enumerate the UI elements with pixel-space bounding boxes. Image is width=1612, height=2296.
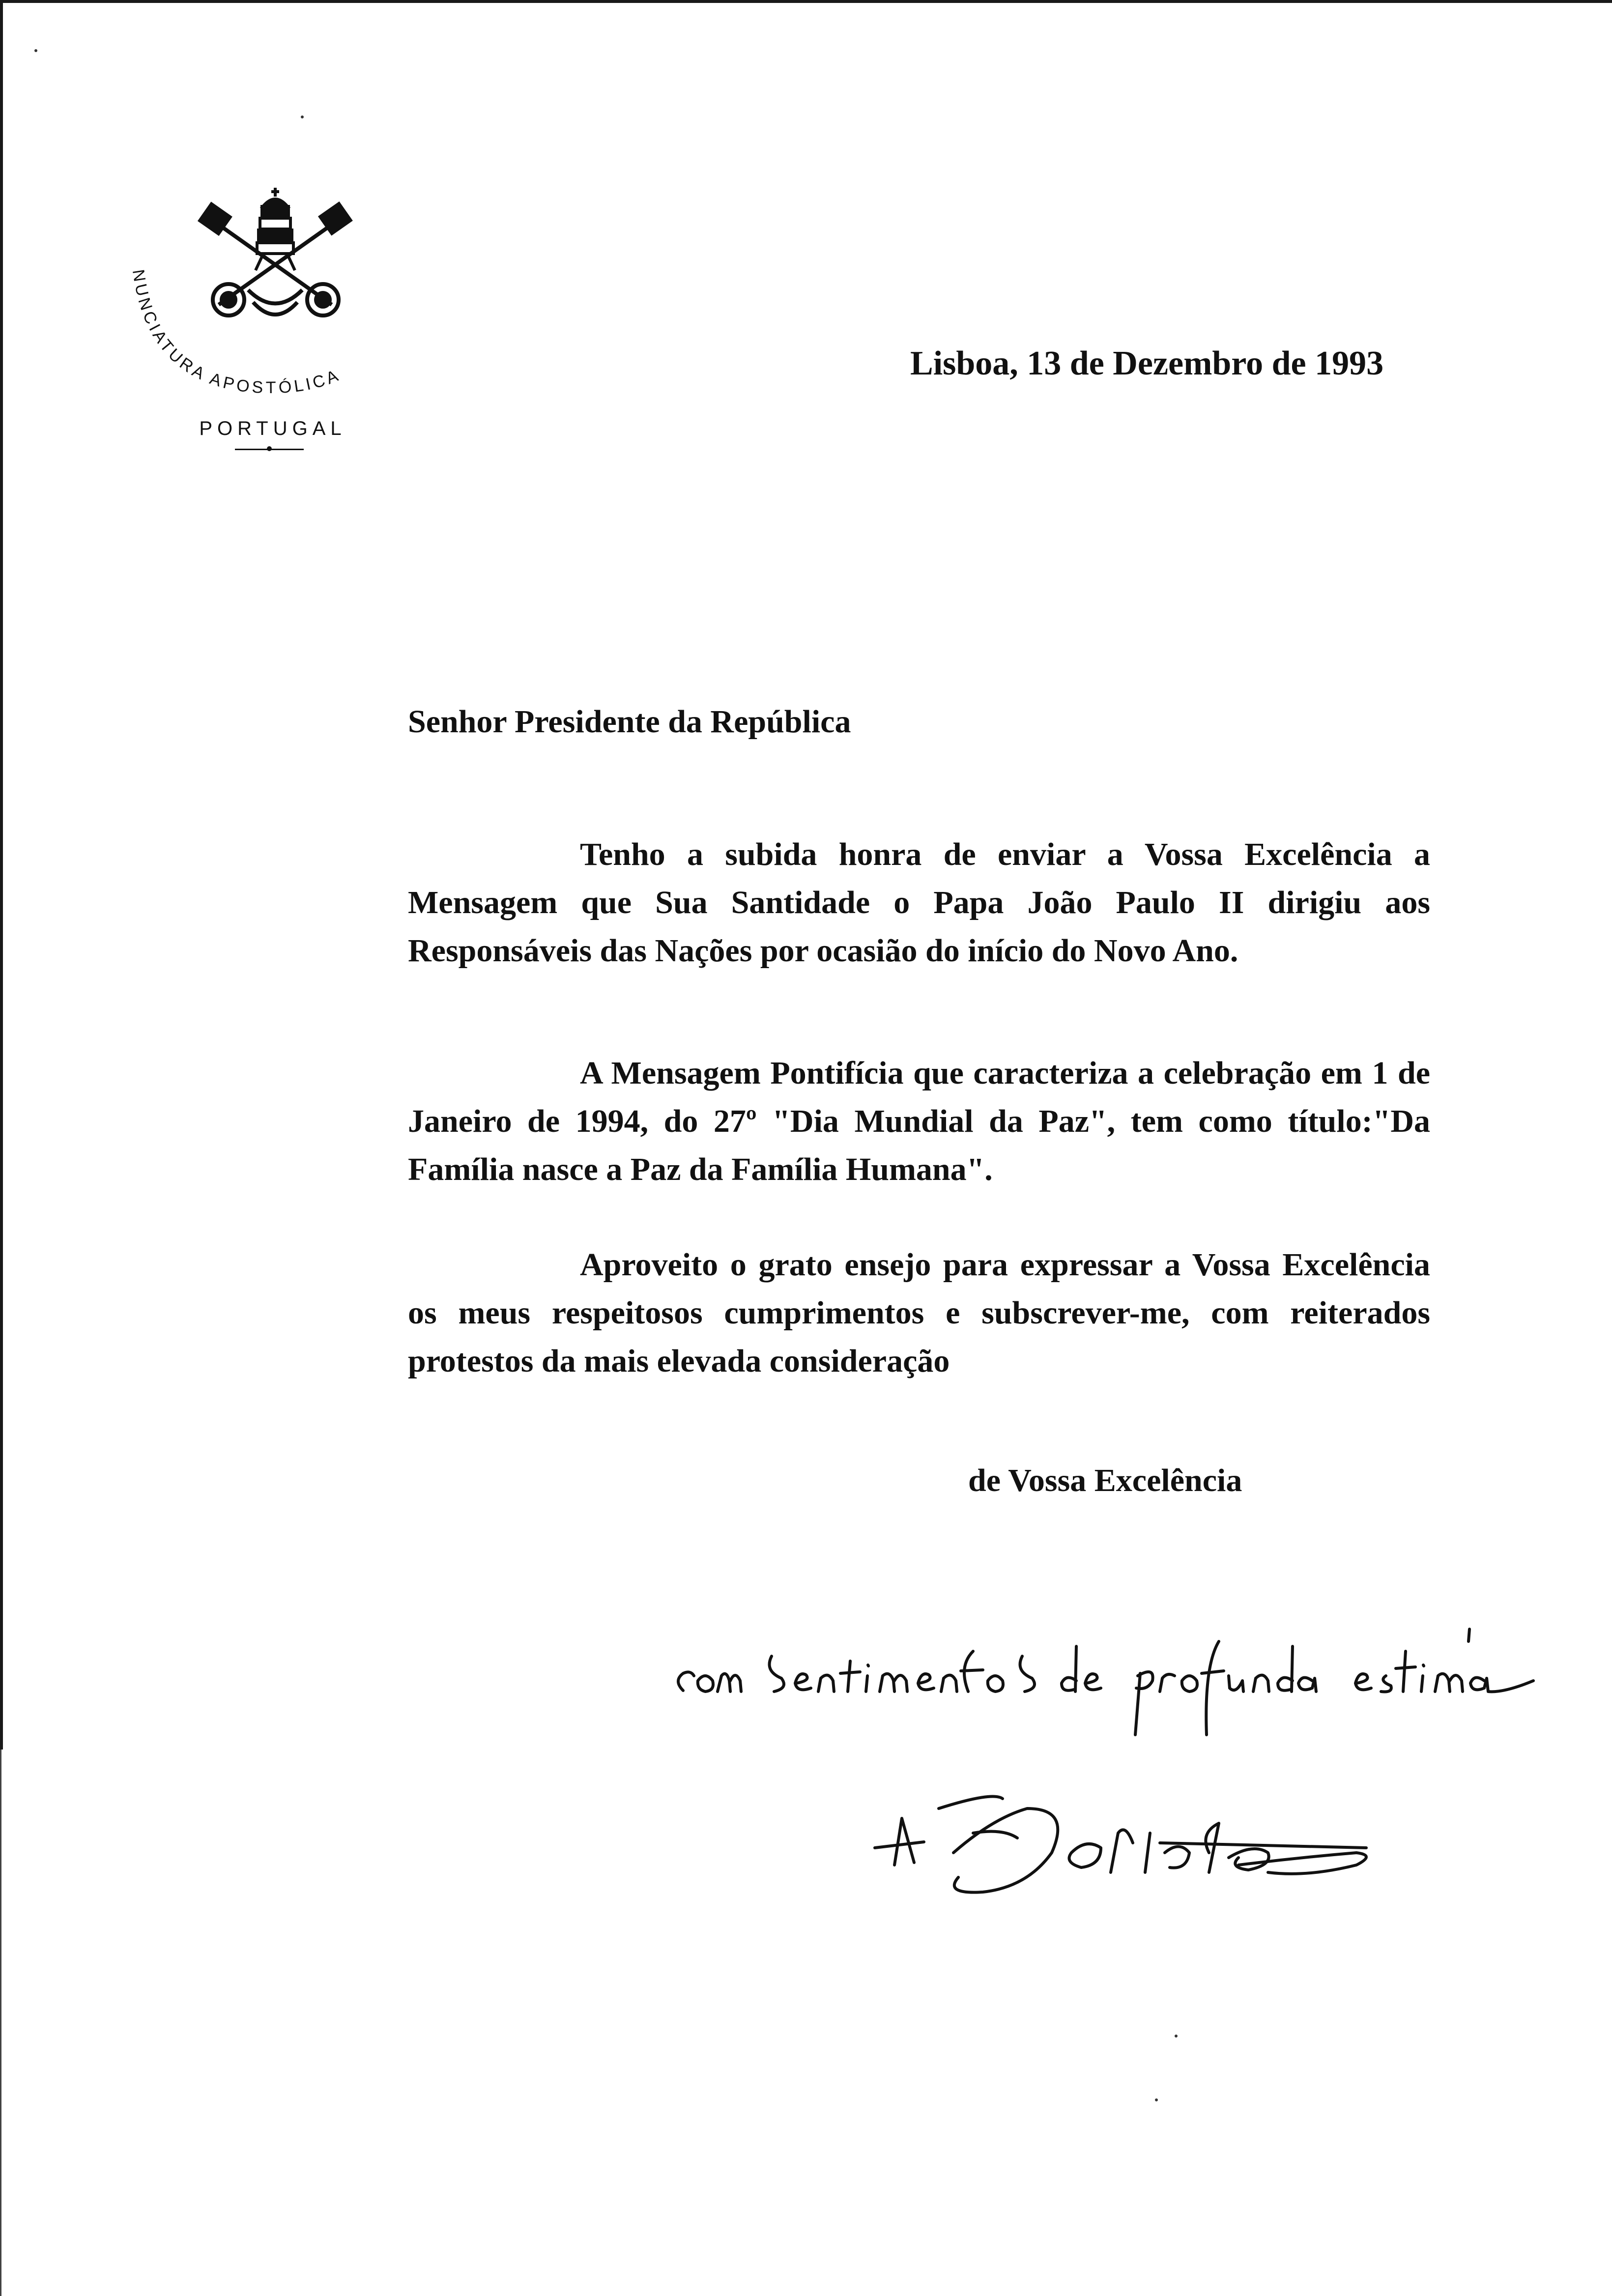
arc-label: NUNCIATURA APOSTÓLICA [128,268,344,398]
scan-edge-left-lower [0,1750,1,2296]
svg-text:NUNCIATURA APOSTÓLICA [129,268,344,397]
scan-edge-left [0,0,3,1750]
handwritten-note [668,1607,1612,1754]
handwritten-signature-icon [865,1779,1386,1907]
paragraph-3 [408,1241,1430,1385]
scan-edge-top [0,0,1612,3]
letterhead-country: PORTUGAL [199,418,346,439]
scan-speck [301,115,304,118]
closing-line: de Vossa Excelência [968,1463,1242,1498]
letterhead-rule-dot [267,446,272,451]
date-line: Lisboa, 13 de Dezembro de 1993 [910,344,1384,382]
paragraph-2 [408,1049,1430,1194]
salutation: Senhor Presidente da República [408,704,851,740]
paragraph-3-text: Aproveito o grato ensejo para expressar a Vossa Excelência os meus respeitosos cumprimentos e subscrever-me, com reiterados protestos da mais elevada consideração [408,1247,1430,1379]
paragraph-1-text: Tenho a subida honra de enviar a Vossa Excelência a Mensagem que Sua Santidade o Papa João Paulo II dirigiu aos Responsáveis das Nações por ocasião do início do Novo Ano. [408,836,1430,969]
paragraph-2-text: A Mensagem Pontifícia que caracteriza a celebração em 1 de Janeiro de 1994, do 27º "Dia Mundial da Paz", tem como título:"Da Família nasce a Paz da Família Humana". [408,1055,1430,1187]
scan-speck [1175,2035,1178,2038]
scan-speck [1155,2098,1158,2101]
nunciature-arc-text [118,256,423,413]
paragraph-1 [408,831,1430,975]
scan-speck [34,49,37,52]
